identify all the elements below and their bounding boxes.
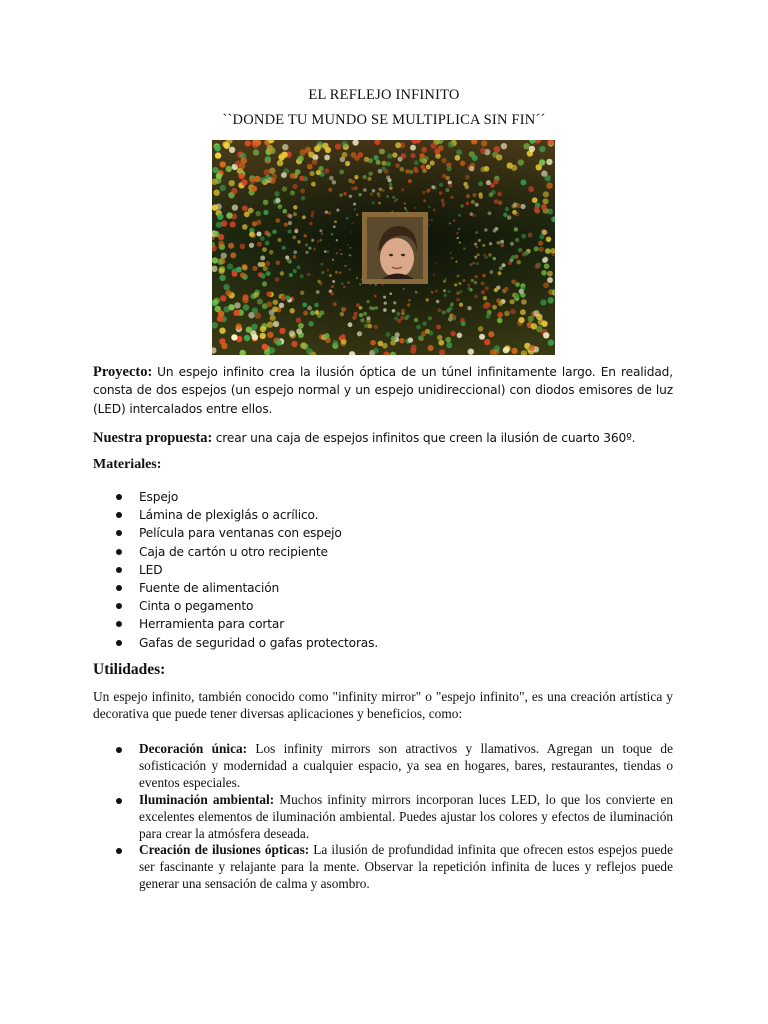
- list-item: [112, 792, 673, 843]
- list-item: Cinta o pegamento: [112, 597, 378, 615]
- materiales-heading: Materiales:: [93, 457, 162, 472]
- proyecto-text: Un espejo infinito crea la ilusión óptica de un túnel infinitamente largo. En realidad, consta de dos espejos (un espejo normal y un espejo unidireccional) con diodos emisores de luz (LED) intercalados entre ellos.: [93, 365, 673, 416]
- list-item: Caja de cartón u otro recipiente: [112, 543, 378, 561]
- utilidad-label: Iluminación ambiental:: [139, 791, 275, 807]
- list-item: Gafas de seguridad o gafas protectoras.: [112, 634, 378, 652]
- utilidades-list: [112, 741, 673, 893]
- utilidad-text: Muchos infinity mirrors incorporan luces LED, lo que los convierte en excelentes elementos de iluminación ambiental. Puedes ajustar los colores y efectos de iluminación para crear la atmósfera deseada.: [139, 791, 673, 841]
- utilidades-intro: Un espejo infinito, también conocido como "infinity mirror" o "espejo infinito", es una creación artística y decorativa que puede tener diversas aplicaciones y beneficios, como:: [93, 689, 673, 721]
- proyecto-paragraph: [93, 363, 673, 418]
- utilidad-label: Creación de ilusiones ópticas:: [139, 842, 310, 858]
- propuesta-text: crear una caja de espejos infinitos que creen la ilusión de cuarto 360º.: [215, 431, 636, 445]
- utilidad-text: La ilusión de profundidad infinita que ofrecen estos espejos puede ser fascinante y relajante para la mente. Observar la repetición infinita de luces y reflejos puede generar una sensación de calma y asombro.: [139, 842, 673, 892]
- materiales-list: [112, 488, 378, 652]
- list-item: Fuente de alimentación: [112, 579, 378, 597]
- list-item: Lámina de plexiglás o acrílico.: [112, 506, 378, 524]
- utilidad-label: Decoración única:: [139, 741, 248, 756]
- utilidades-heading: Utilidades:: [93, 661, 166, 678]
- list-item: [112, 842, 673, 893]
- document-title: EL REFLEJO INFINITO: [308, 87, 460, 103]
- document-subtitle: ``DONDE TU MUNDO SE MULTIPLICA SIN FIN´´: [222, 112, 546, 128]
- list-item: LED: [112, 561, 378, 579]
- infinity-mirror-image: [212, 140, 555, 355]
- propuesta-label: Nuestra propuesta:: [93, 430, 213, 446]
- infinity-mirror-photo: [212, 140, 555, 355]
- list-item: Espejo: [112, 488, 378, 506]
- utilidad-text: Los infinity mirrors son atractivos y llamativos. Agregan un toque de sofisticación y modernidad a cualquier espacio, ya sea en hogares, bares, restaurantes, tiendas o eventos especiales.: [139, 741, 673, 790]
- proyecto-label: Proyecto:: [93, 364, 153, 380]
- propuesta-paragraph: [93, 429, 673, 447]
- list-item: [112, 741, 673, 792]
- list-item: Herramienta para cortar: [112, 615, 378, 633]
- portrait-frame: [362, 212, 428, 284]
- list-item: Película para ventanas con espejo: [112, 524, 378, 542]
